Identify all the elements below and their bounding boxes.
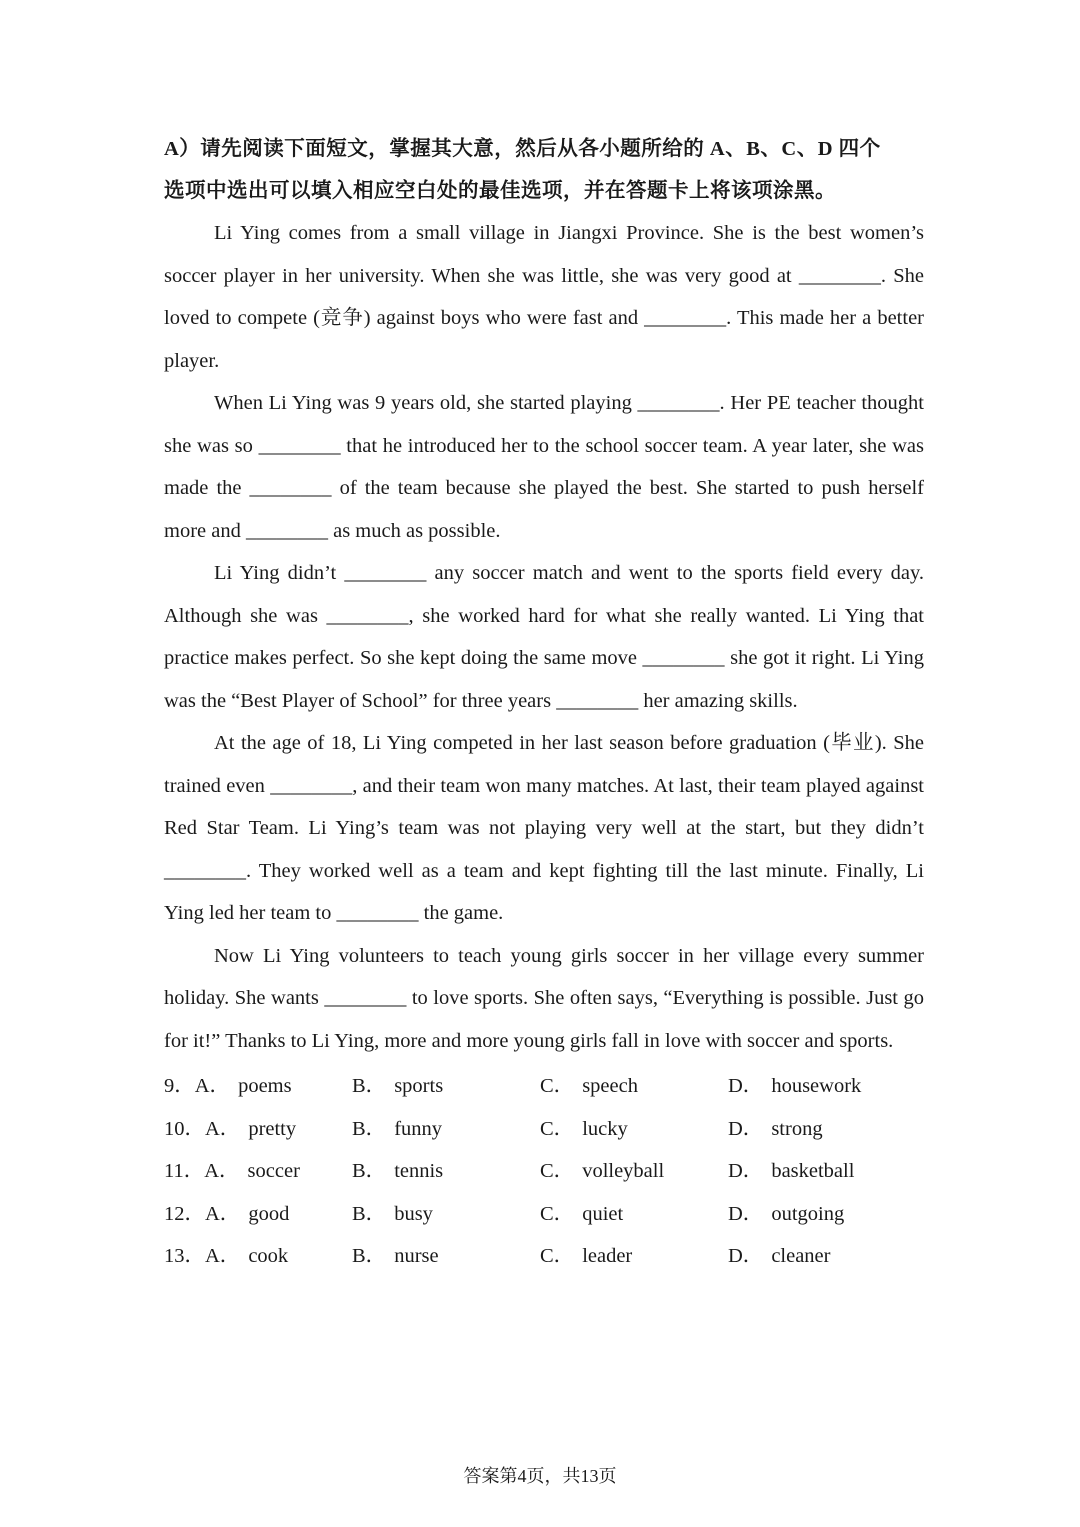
question-row (164, 1190, 918, 1233)
option-b: busy (394, 1202, 433, 1225)
option-a: poems (238, 1075, 292, 1098)
option-c-label: C． (540, 1117, 575, 1140)
option-d-label: D． (728, 1075, 764, 1098)
option-b-label: B． (352, 1160, 387, 1183)
option-a: good (248, 1202, 290, 1225)
section-instructions (164, 128, 924, 212)
option-b: nurse (394, 1245, 439, 1268)
option-a: soccer (247, 1160, 300, 1183)
document-page (164, 128, 924, 1275)
option-b: tennis (394, 1160, 444, 1183)
question-row (164, 1147, 918, 1190)
option-a: pretty (248, 1117, 297, 1140)
question-number: 12．A． (164, 1202, 241, 1225)
page-footer: 答案第4页，共13页 (463, 1466, 617, 1486)
option-d-label: D． (728, 1202, 764, 1225)
question-number: 13．A． (164, 1245, 241, 1268)
question-options-table (164, 1062, 918, 1275)
option-d: cleaner (771, 1245, 831, 1268)
option-d-label: D． (728, 1117, 764, 1140)
passage-paragraph-2: When Li Ying was 9 years old, she started playing ________. Her PE teacher thought she was so ________ that he introduced her to the school soccer team. A year later, she was made the ________ of the team because she played the best. She started to push herself more and ________ as much as possible. (164, 392, 924, 542)
question-row (164, 1105, 918, 1148)
option-d: outgoing (771, 1202, 845, 1225)
passage-paragraph-1: Li Ying comes from a small village in Jiangxi Province. She is the best women’s soccer player in her university. When she was little, she was very good at ________. She loved to compete (竞争) against boys who were fast and ________. This made her a better player. (164, 222, 924, 372)
question-number: 11．A． (164, 1160, 240, 1183)
option-b-label: B． (352, 1202, 387, 1225)
option-d-label: D． (728, 1245, 764, 1268)
option-c: quiet (582, 1202, 624, 1225)
option-b-label: B． (352, 1117, 387, 1140)
option-c: speech (582, 1075, 638, 1098)
instructions-line-2: 选项中选出可以填入相应空白处的最佳选项，并在答题卡上将该项涂黑。 (164, 180, 836, 202)
option-c-label: C． (540, 1160, 575, 1183)
question-number: 10．A． (164, 1117, 241, 1140)
option-d-label: D． (728, 1160, 764, 1183)
option-d: basketball (771, 1160, 855, 1183)
question-number: 9．A． (164, 1075, 231, 1098)
question-row (164, 1062, 918, 1105)
option-d: housework (771, 1075, 862, 1098)
option-d: strong (771, 1117, 823, 1140)
option-a: cook (248, 1245, 289, 1268)
option-c-label: C． (540, 1245, 575, 1268)
option-c: lucky (582, 1117, 628, 1140)
option-c: leader (582, 1245, 633, 1268)
passage-paragraph-4: At the age of 18, Li Ying competed in her last season before graduation (毕业). She trained even ________, and their team won many matches. At last, their team played against Red Star Team. Li Ying’s team was not playing very well at the start, but they didn’t ________. They worked well as a team and kept fighting till the last minute. Finally, Li Ying led her team to ________ the game. (164, 732, 924, 924)
option-b-label: B． (352, 1245, 387, 1268)
question-row (164, 1232, 918, 1275)
passage-paragraph-3: Li Ying didn’t ________ any soccer match and went to the sports field every day. Although she was ________, she worked hard for what she really wanted. Li Ying that practice makes perfect. So she kept doing the same move ________ she got it right. Li Ying was the “Best Player of School” for three years ________ her amazing skills. (164, 562, 924, 712)
option-c: volleyball (582, 1160, 665, 1183)
option-b: funny (394, 1117, 443, 1140)
option-c-label: C． (540, 1075, 575, 1098)
instructions-line-1: A）请先阅读下面短文，掌握其大意，然后从各小题所给的 A、B、C、D 四个 (164, 138, 881, 160)
option-c-label: C． (540, 1202, 575, 1225)
option-b: sports (394, 1075, 444, 1098)
passage-paragraph-5: Now Li Ying volunteers to teach young girls soccer in her village every summer holiday. She wants ________ to love sports. She often says, “Everything is possible. Just go for it!” Thanks to Li Ying, more and more young girls fall in love with soccer and sports. (164, 944, 924, 1052)
option-b-label: B． (352, 1075, 387, 1098)
